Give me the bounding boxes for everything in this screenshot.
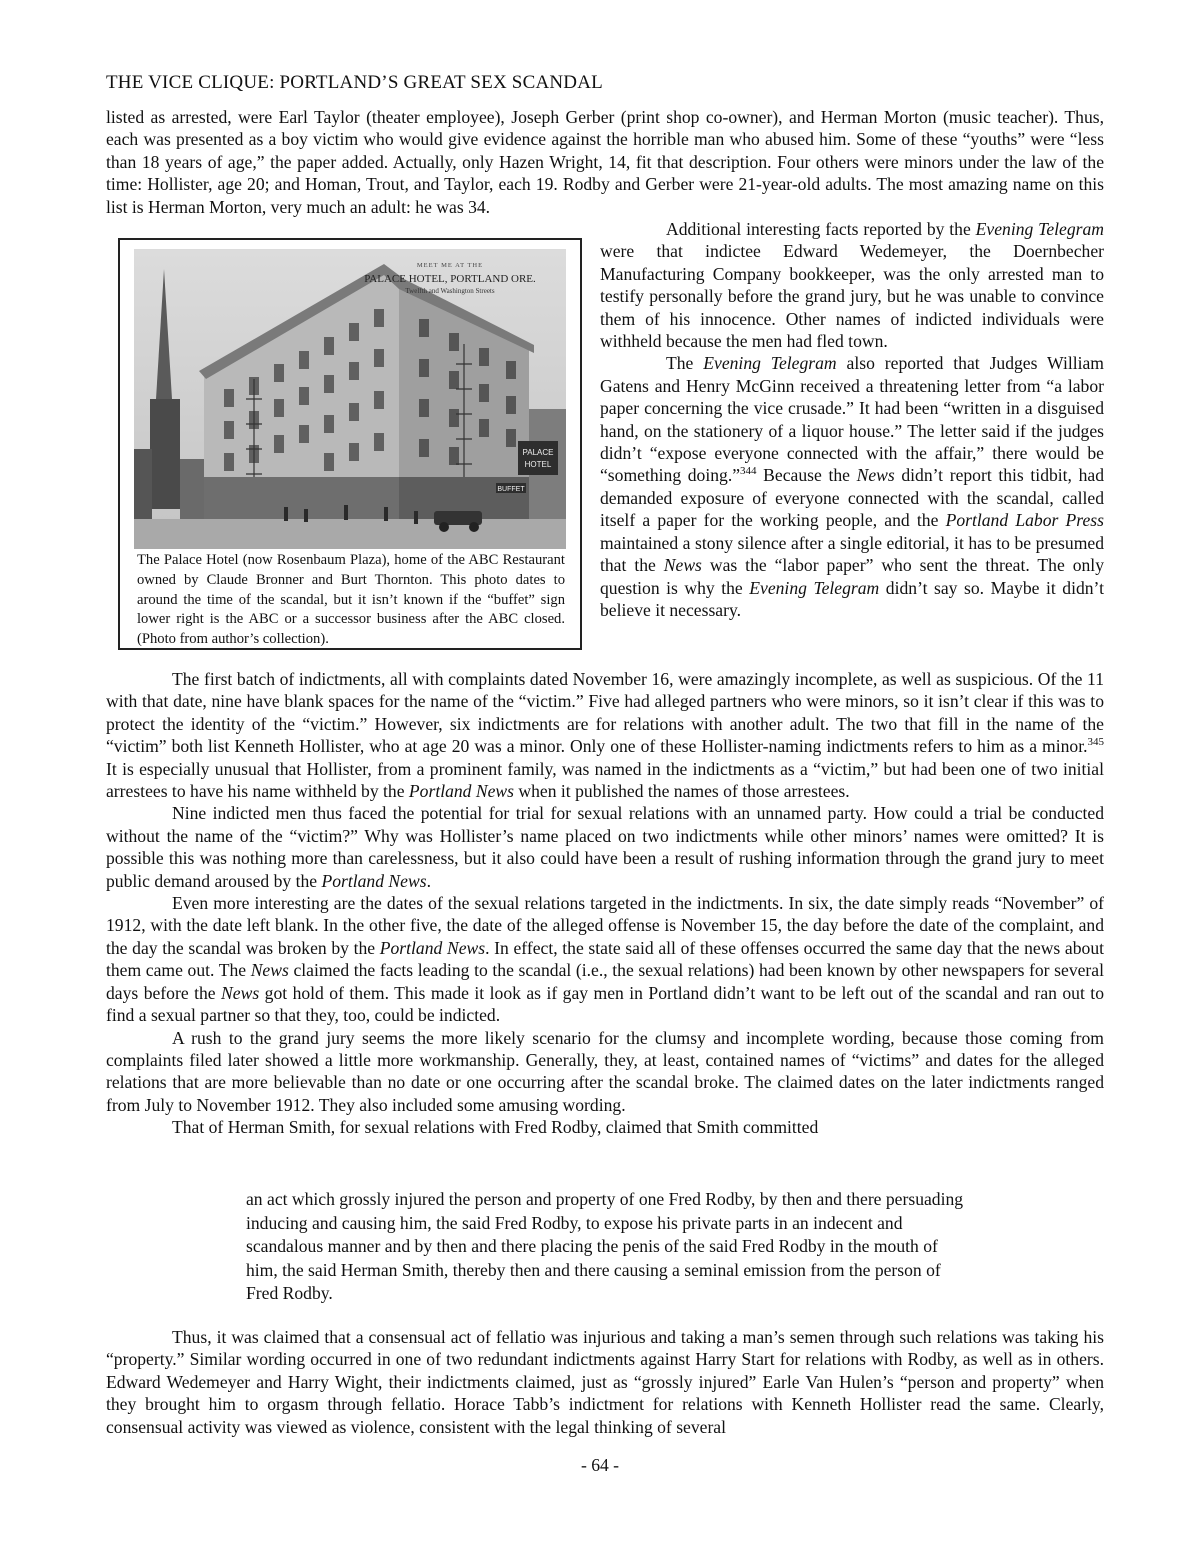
paragraph: Additional interesting facts reported by the Evening Telegram were that indictee Edward Wedemeyer, the Doernbecher Manufacturing Company bookkeeper, was the only arrested man to testify personally before the grand jury, but he was unable to convince them of his innocence. Other names of indicted individuals were withheld because the men had fled town. [600, 219, 1104, 352]
photo-sign-top: MEET ME AT THE [416, 262, 484, 269]
buffet-sign-text: BUFFET [497, 486, 525, 493]
palace-hotel-photo [134, 249, 566, 549]
paragraph: The first batch of indictments, all with complaints dated November 16, were amazingly incomplete, as well as suspicious. Of the 11 with that date, nine have blank spaces for the name of the “victim.” Five had alleged partners who were minors, so it isn’t clear if this was to protect the identity of the “victim.” However, six indictments are for relations with another adult. The two that fill in the name of the “victim” both list Kenneth Hollister, who at age 20 was a minor. Only one of these Hollister-naming indictments refers to him as a minor.$^{345}$ It is especially unusual that Hollister, from a prominent family, was named in the indictments as a “victim,” but had been one of two initial arrestees to have his name withheld by the Portland News when it published the names of those arrestees. [106, 669, 1104, 802]
hotel-figure [118, 238, 582, 650]
paragraph: That of Herman Smith, for sexual relations with Fred Rodby, claimed that Smith committed [172, 1117, 819, 1138]
paragraph: Even more interesting are the dates of the sexual relations targeted in the indictments. In six, the date simply reads “November” of 1912, with the date left blank. In the other five, the date of the alleged offense is November 15, the day before the date of the complaint, and the day the scandal was broken by the Portland News. In effect, the state said all of these offenses occurred the same day that the news about them came out. The News claimed the facts leading to the scandal (i.e., the sexual relations) had been known by other newspapers for several days before the News got hold of them. This made it look as if gay men in Portland didn’t want to be left out of the scandal and ran out to find a sexual partner so that they, too, could be indicted. [106, 893, 1104, 1026]
photo-sign-name: PALACE HOTEL, PORTLAND ORE. [364, 273, 536, 285]
paragraph: A rush to the grand jury seems the more likely scenario for the clumsy and incomplete wording, because those coming from complaints filed later showed a little more workmanship. Generally, they, at least, contained names of “victims” and dates for the alleged relations that are more believable than no date or one occurring after the scandal broke. The claimed dates on the later indictments ranged from July to November 1912. They also included some amusing wording. [106, 1027, 1104, 1115]
footnote-ref: 345 [1087, 736, 1104, 749]
closing-paragraph: Thus, it was claimed that a consensual act of fellatio was injurious and taking a man’s semen through such relations was taking his “property.” Similar wording occurred in one of two redundant indictments against Harry Start for relations with Rodby, as well as in others. Edward Wedemeyer and Harry Wight, their indictments claimed, just as “grossly injured” Earle Van Hulen’s “person and property” when they brought him to orgasm through fellatio. Horace Tabb’s indictment for relations with Kenneth Hollister read the same. Clearly, consensual activity was viewed as violence, consistent with the legal thinking of several [106, 1327, 1104, 1437]
right-column [600, 218, 1104, 621]
block-quote: an act which grossly injured the person and property of one Fred Rodby, by then and there persuading inducing and causing him, the said Fred Rodby, to expose his private parts in an indecent and scandalous manner and by then and there placing the penis of the said Fred Rodby in the mouth of him, the said Herman Smith, thereby then and there causing a seminal emission from the person of Fred Rodby. [246, 1189, 964, 1303]
svg-text:HOTEL: HOTEL [524, 460, 552, 469]
paragraph: The Evening Telegram also reported that Judges William Gatens and Henry McGinn received a threatening letter from “a labor paper concerning the vice crusade.” It had been “written in a disguised hand, on the stationery of a liquor house.” The letter said if the judges didn’t “expose everyone connected with the affair,” there would be “something doing.”$^{344}$ Because the News didn’t report this tidbit, had demanded exposure of everyone connected with the scandal, called itself a paper for the working people, and the Portland Labor Press maintained a stony silence after a single editorial, it has to be presumed that the News was the “labor paper” who sent the threat. The only question is why the Evening Telegram didn’t say so. Maybe it didn’t believe it necessary. [600, 353, 1105, 620]
body-text [106, 668, 1104, 1139]
footnote-ref: 344 [740, 465, 757, 478]
paragraph: Nine indicted men thus faced the potential for trial for sexual relations with an unnamed party. How could a trial be conducted without the name of the “victim?” Why was Hollister’s name placed on two indictments while other minors’ names were omitted? It is possible this was nothing more than carelessness, but it also could have been a result of rushing information through the grand jury to meet public demand aroused by the Portland News. [106, 803, 1104, 891]
hotel-sign-text: PALACE [522, 448, 554, 457]
running-header: THE VICE CLIQUE: PORTLAND’S GREAT SEX SCANDAL [106, 72, 603, 93]
photo-sign-address: Twelfth and Washington Streets [405, 287, 495, 295]
intro-paragraph: listed as arrested, were Earl Taylor (theater employee), Joseph Gerber (print shop co-owner), and Herman Morton (music teacher). Thus, each was presented as a boy victim who would give evidence against the horrible man who abused him. Some of these “youths” were “less than 18 years of age,” the paper added. Actually, only Hazen Wright, 14, fit that description. Four others were minors under the law of the time: Hollister, age 20; and Homan, Trout, and Taylor, each 19. Rodby and Gerber were 21-year-old adults. The most amazing name on this list is Herman Morton, very much an adult: he was 34. [106, 107, 1104, 217]
figure-caption: The Palace Hotel (now Rosenbaum Plaza), home of the ABC Restaurant owned by Claude Bronner and Burt Thornton. This photo dates to around the time of the scandal, but it isn’t known if the “buffet” sign lower right is the ABC or a successor business after the ABC closed. (Photo from author’s collection). [137, 552, 565, 648]
page-number: - 64 - [580, 1455, 620, 1475]
